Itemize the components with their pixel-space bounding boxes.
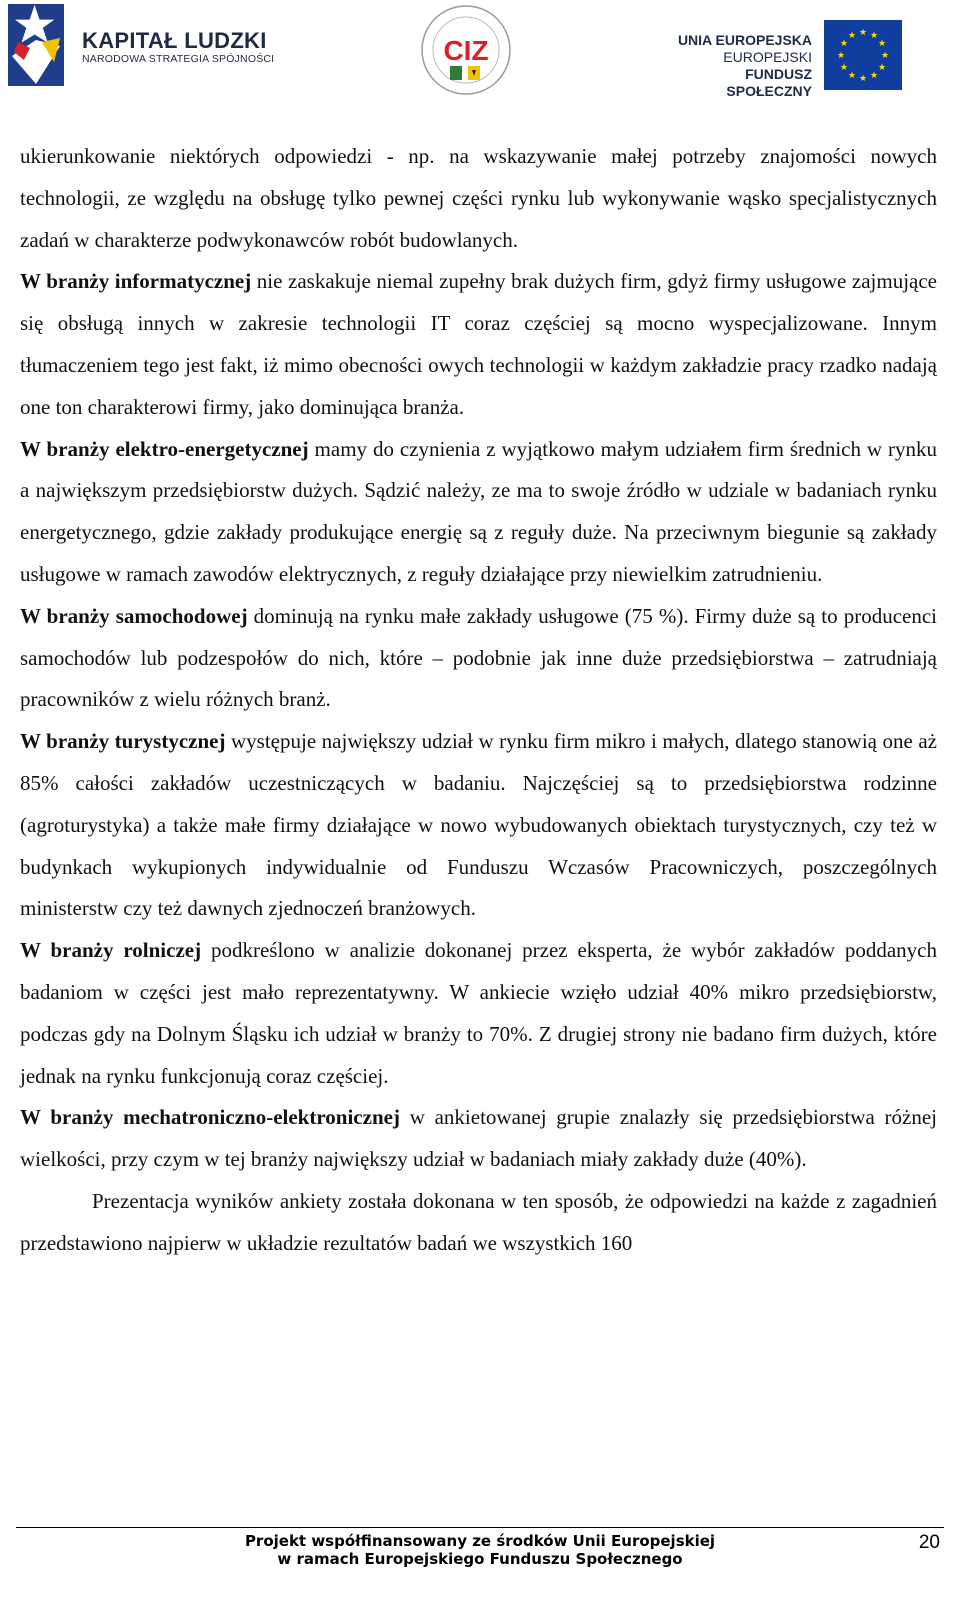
- heading-turystyczna: W branży turystycznej: [20, 729, 226, 754]
- kapital-ludzki-title: KAPITAŁ LUDZKI: [82, 28, 267, 53]
- heading-informatyka: W branży informatycznej: [20, 269, 252, 294]
- page-header: [0, 0, 960, 110]
- text-informatyka: nie zaskakuje niemal zupełny brak dużych firm, gdyż firmy usługowe zajmujące się obsługą innych w zakresie technologii IT coraz częściej są mocno wyspecjalizowane. Innym tłumaczeniem tego jest fakt, iż mimo obecności owych technologii w każdym zakładzie pracy rzadko nadają one ton charakterowi firmy, jako dominująca branża.: [20, 269, 937, 419]
- paragraph-prezentacja: Prezentacja wyników ankiety została dokonana w ten sposób, że odpowiedzi na każde z zagadnień przedstawiono najpierw w układzie rezultatów badań we wszystkich 160: [20, 1188, 937, 1255]
- eu-line-3: FUNDUSZ SPOŁECZNY: [726, 66, 812, 99]
- paragraph-elektro: [20, 429, 937, 596]
- text-rolnicza: podkreślono w analizie dokonanej przez eksperta, że wybór zakładów poddanych badaniom w części jest mało reprezentatywny. W ankiecie wzięło udział 40% mikro przedsiębiorstw, podczas gdy na Dolnym Śląsku ich udział w branży to 70%. Z drugiej strony nie badano firm dużych, które jednak na rynku funkcjonują coraz częściej.: [20, 938, 937, 1088]
- svg-text:★: ★: [877, 63, 887, 73]
- svg-text:★: ★: [847, 31, 857, 41]
- svg-text:★: ★: [858, 28, 868, 38]
- footer-line-2: w ramach Europejskiego Funduszu Społecznego: [277, 1550, 683, 1568]
- kapital-ludzki-wordmark: [82, 30, 274, 66]
- svg-text:★: ★: [880, 51, 890, 61]
- footer-caption: [240, 1532, 720, 1568]
- kapital-ludzki-subtitle: NARODOWA STRATEGIA SPÓJNOŚCI: [82, 53, 275, 65]
- page-number: 20: [918, 1532, 940, 1553]
- footer-line-1: Projekt współfinansowany ze środków Unii Europejskiej: [244, 1532, 716, 1550]
- ciz-logo: [420, 4, 512, 96]
- text-turystyczna: występuje największy udział w rynku firm mikro i małych, dlatego stanowią one aż 85% całości zakładów uczestniczących w badaniu. Najczęściej są to przedsiębiorstwa rodzinne (agroturystyka) a także małe firmy działające w nowo wybudowanych obiektach turystycznych, czy też w budynkach wykupionych indywidualnie od Funduszu Wczasów Pracowniczych, poszczególnych ministerstw czy też dawnych zjednoczeń branżowych.: [20, 729, 937, 921]
- paragraph-mechatronika: [20, 1097, 937, 1181]
- svg-text:★: ★: [869, 31, 879, 41]
- svg-text:★: ★: [869, 71, 879, 81]
- paragraph-informatyka: [20, 261, 937, 428]
- paragraph-turystyczna: [20, 721, 937, 930]
- heading-samochodowa: W branży samochodowej: [20, 603, 248, 628]
- paragraph-1: ukierunkowanie niektórych odpowiedzi - np. na wskazywanie małej potrzeby znajomości nowych technologii, ze względu na obsługę tylko pewnej części rynku lub wykonywanie wąsko specjalistycznych zadań w charakterze podwykonawców robót budowlanych.: [20, 144, 937, 252]
- footer-divider: [16, 1527, 944, 1528]
- ciz-logo-text: CIZ: [443, 35, 489, 66]
- heading-elektro: W branży elektro-energetycznej: [20, 436, 309, 461]
- eu-flag-icon: [824, 20, 902, 90]
- svg-text:★: ★: [877, 39, 887, 49]
- text-mechatronika: w ankietowanej grupie znalazły się przedsiębiorstwa różnej wielkości, przy czym w tej branży największy udział w badaniach miały zakłady duże (40%).: [20, 1105, 937, 1172]
- eu-line-2: EUROPEJSKI: [723, 49, 812, 65]
- text-elektro: mamy do czynienia z wyjątkowo małym udziałem firm średnich w rynku a największym przedsiębiorstw dużych. Sądzić należy, ze ma to swoje źródło w udziale w badaniach rynku energetycznego, gdzie zakłady produkujące energię są z reguły duże. Na przeciwnym biegunie są zakłady usługowe w ramach zawodów elektrycznych, z reguły działające przy niewielkim zatrudnieniu.: [20, 436, 937, 586]
- heading-mechatronika: W branży mechatroniczno-elektronicznej: [20, 1105, 400, 1130]
- svg-text:★: ★: [839, 39, 849, 49]
- document-body: [20, 136, 937, 1265]
- heading-rolnicza: W branży rolniczej: [20, 938, 202, 963]
- svg-text:★: ★: [836, 51, 846, 61]
- svg-text:★: ★: [839, 63, 849, 73]
- eu-line-1: UNIA EUROPEJSKA: [677, 32, 812, 48]
- kapital-ludzki-logo: [6, 2, 66, 88]
- eu-wordmark: [668, 32, 812, 100]
- text-samochodowa: dominują na rynku małe zakłady usługowe (75 %). Firmy duże są to producenci samochodów lub podzespołów do nich, które – podobnie jak inne duże przedsiębiorstwa – zatrudniają pracowników z wielu różnych branż.: [20, 603, 937, 712]
- paragraph-samochodowa: [20, 596, 937, 721]
- paragraph-rolnicza: [20, 930, 937, 1097]
- svg-text:★: ★: [847, 71, 857, 81]
- svg-text:★: ★: [858, 74, 868, 84]
